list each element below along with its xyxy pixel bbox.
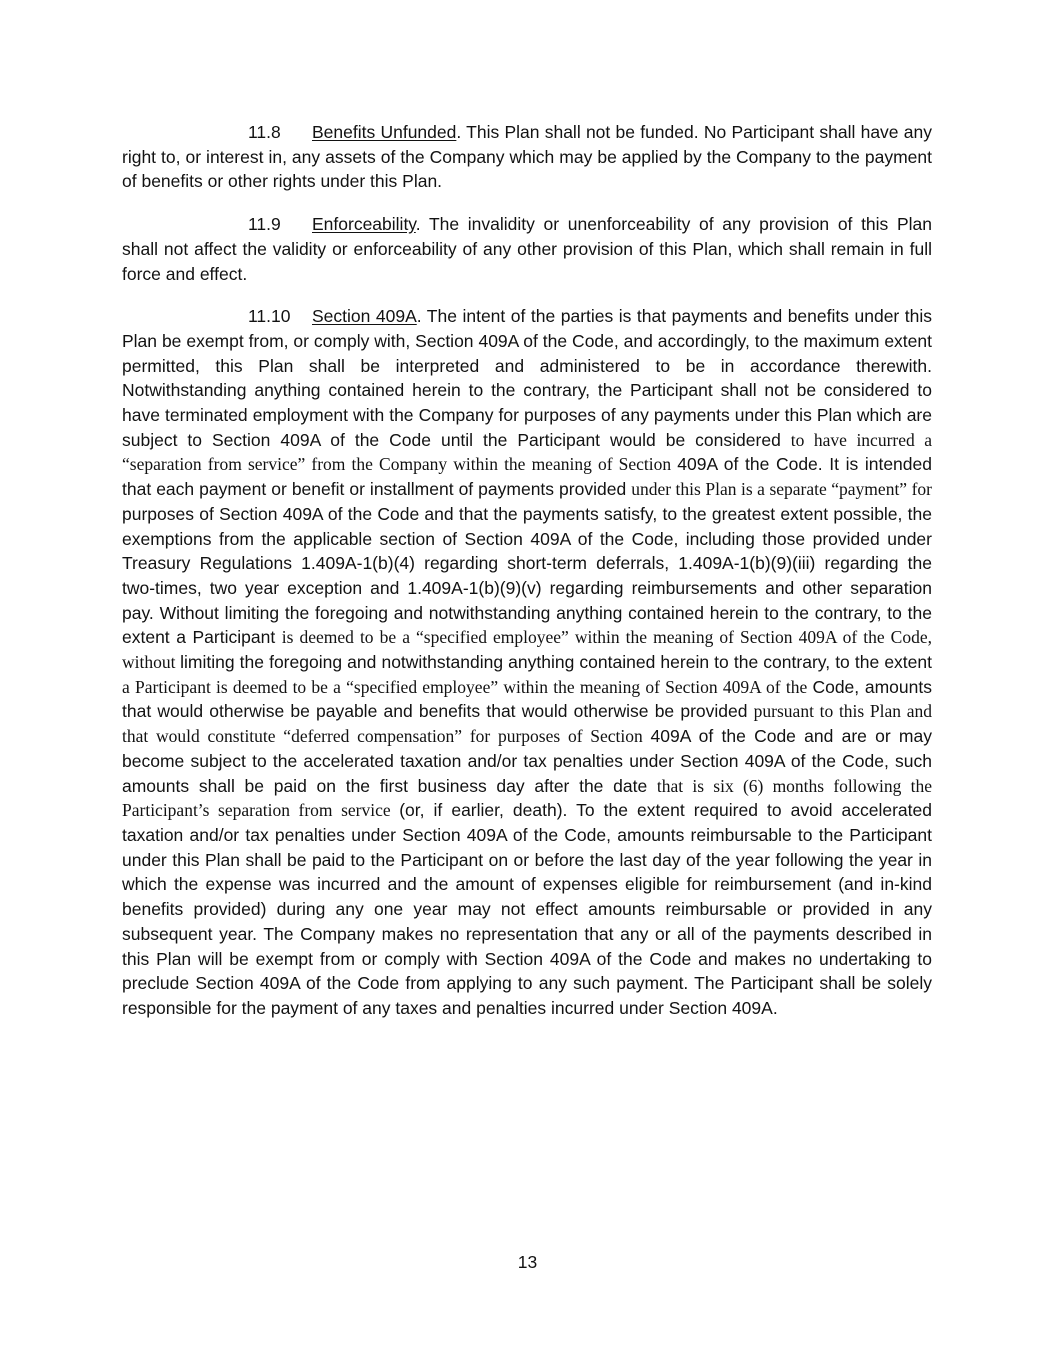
text-segment: pursuant to this Plan and that would constitute “deferred compensation” for purposes of Section xyxy=(122,701,932,747)
section-body xyxy=(122,306,932,1018)
section-heading: Benefits Unfunded xyxy=(312,122,457,142)
section-body xyxy=(122,214,932,283)
section-number: 11.10 xyxy=(248,306,291,327)
section-paragraph xyxy=(122,212,932,286)
text-segment: . This Plan shall not be funded. No Participant shall have any right to, or interest in, any assets of the Company which may be applied by the Company to the payment of benefits or other rights under this Plan. xyxy=(122,122,932,192)
section-paragraph xyxy=(122,120,932,194)
section-paragraph xyxy=(122,304,932,1020)
text-segment: a Participant is deemed to be a “specified employee” within the meaning of Section 409A of the xyxy=(122,676,813,697)
section-number: 11.9 xyxy=(248,214,281,235)
text-segment: (or, if earlier, death). To the extent required to avoid accelerated taxation and/or tax penalties under Section 409A of the Code, amounts reimbursable to the Participant under this Plan shall be paid to the Participant on or before the last day of the year following the year in which the expense was incurred and the amount of expenses eligible for reimbursement (and in-kind benefits provided) during any one year may not effect amounts reimbursable or provided in any subsequent year. The Company makes no representation that any or all of the payments described in this Plan will be exempt from or comply with Section 409A of the Code and makes no undertaking to preclude Section 409A of the Code from applying to any such payment. The Participant shall be solely responsible for the payment of any taxes and penalties incurred under Section 409A. xyxy=(122,800,932,1018)
text-segment: to have incurred a “separation from service” from the Company within the meaning of Section xyxy=(122,429,933,475)
section-heading: Enforceability xyxy=(312,214,416,235)
text-segment: . The intent of the parties is that payments and benefits under this Plan be exempt from, or comply with, Section 409A of the Code, and accordingly, to the maximum extent permitted, this Plan shall be interpreted and administered to be in accordance therewith. Notwithstanding anything contained herein to the contrary, the Participant shall not be considered to have terminated employment with the Company for purposes of any payments under this Plan which are subject to Section 409A of the Code until the Participant would be considered xyxy=(122,306,932,450)
text-segment: limiting the foregoing and notwithstanding anything contained herein to the contrary, to the extent xyxy=(180,652,932,673)
page-number: 13 xyxy=(517,1252,538,1272)
text-segment: . The invalidity or unenforceability of any provision of this Plan shall not affect the validity or enforceability of any other provision of this Plan, which shall remain in full force and effect. xyxy=(122,214,932,284)
text-segment: 409A of the Code and are or may become subject to the accelerated taxation and/or tax penalties under Section 409A of the Code, such amounts shall be paid on the first business day after the date xyxy=(122,726,932,796)
document-body xyxy=(122,120,932,1039)
text-segment: Code, amounts that would otherwise be payable and benefits that would otherwise be provided xyxy=(122,676,932,722)
text-segment: that is six (6) months following the Participant’s separation from service xyxy=(122,775,932,821)
section-heading: Section 409A xyxy=(312,306,417,327)
section-number: 11.8 xyxy=(248,122,281,142)
text-segment: is deemed to be a “specified employee” within the meaning of Section 409A of the Code, without xyxy=(122,627,932,673)
text-segment: 409A of the Code. It is intended that each payment or benefit or installment of payments provided xyxy=(122,454,932,500)
section-body xyxy=(122,122,932,191)
text-segment: under this Plan is a separate “payment” for xyxy=(631,479,932,500)
text-segment: purposes of Section 409A of the Code and that the payments satisfy, to the greatest extent possible, the exemptions from the applicable section of Section 409A of the Code, including those provided under Treasury Regulations 1.409A-1(b)(4) regarding short-term deferrals, 1.409A-1(b)(9)(iii) regarding the two-times, two year exception and 1.409A-1(b)(9)(v) regarding reimbursements and other separation pay. Without limiting the foregoing and notwithstanding anything contained herein to the contrary, to the extent a Participant xyxy=(122,503,932,648)
page-footer xyxy=(0,1250,1055,1274)
